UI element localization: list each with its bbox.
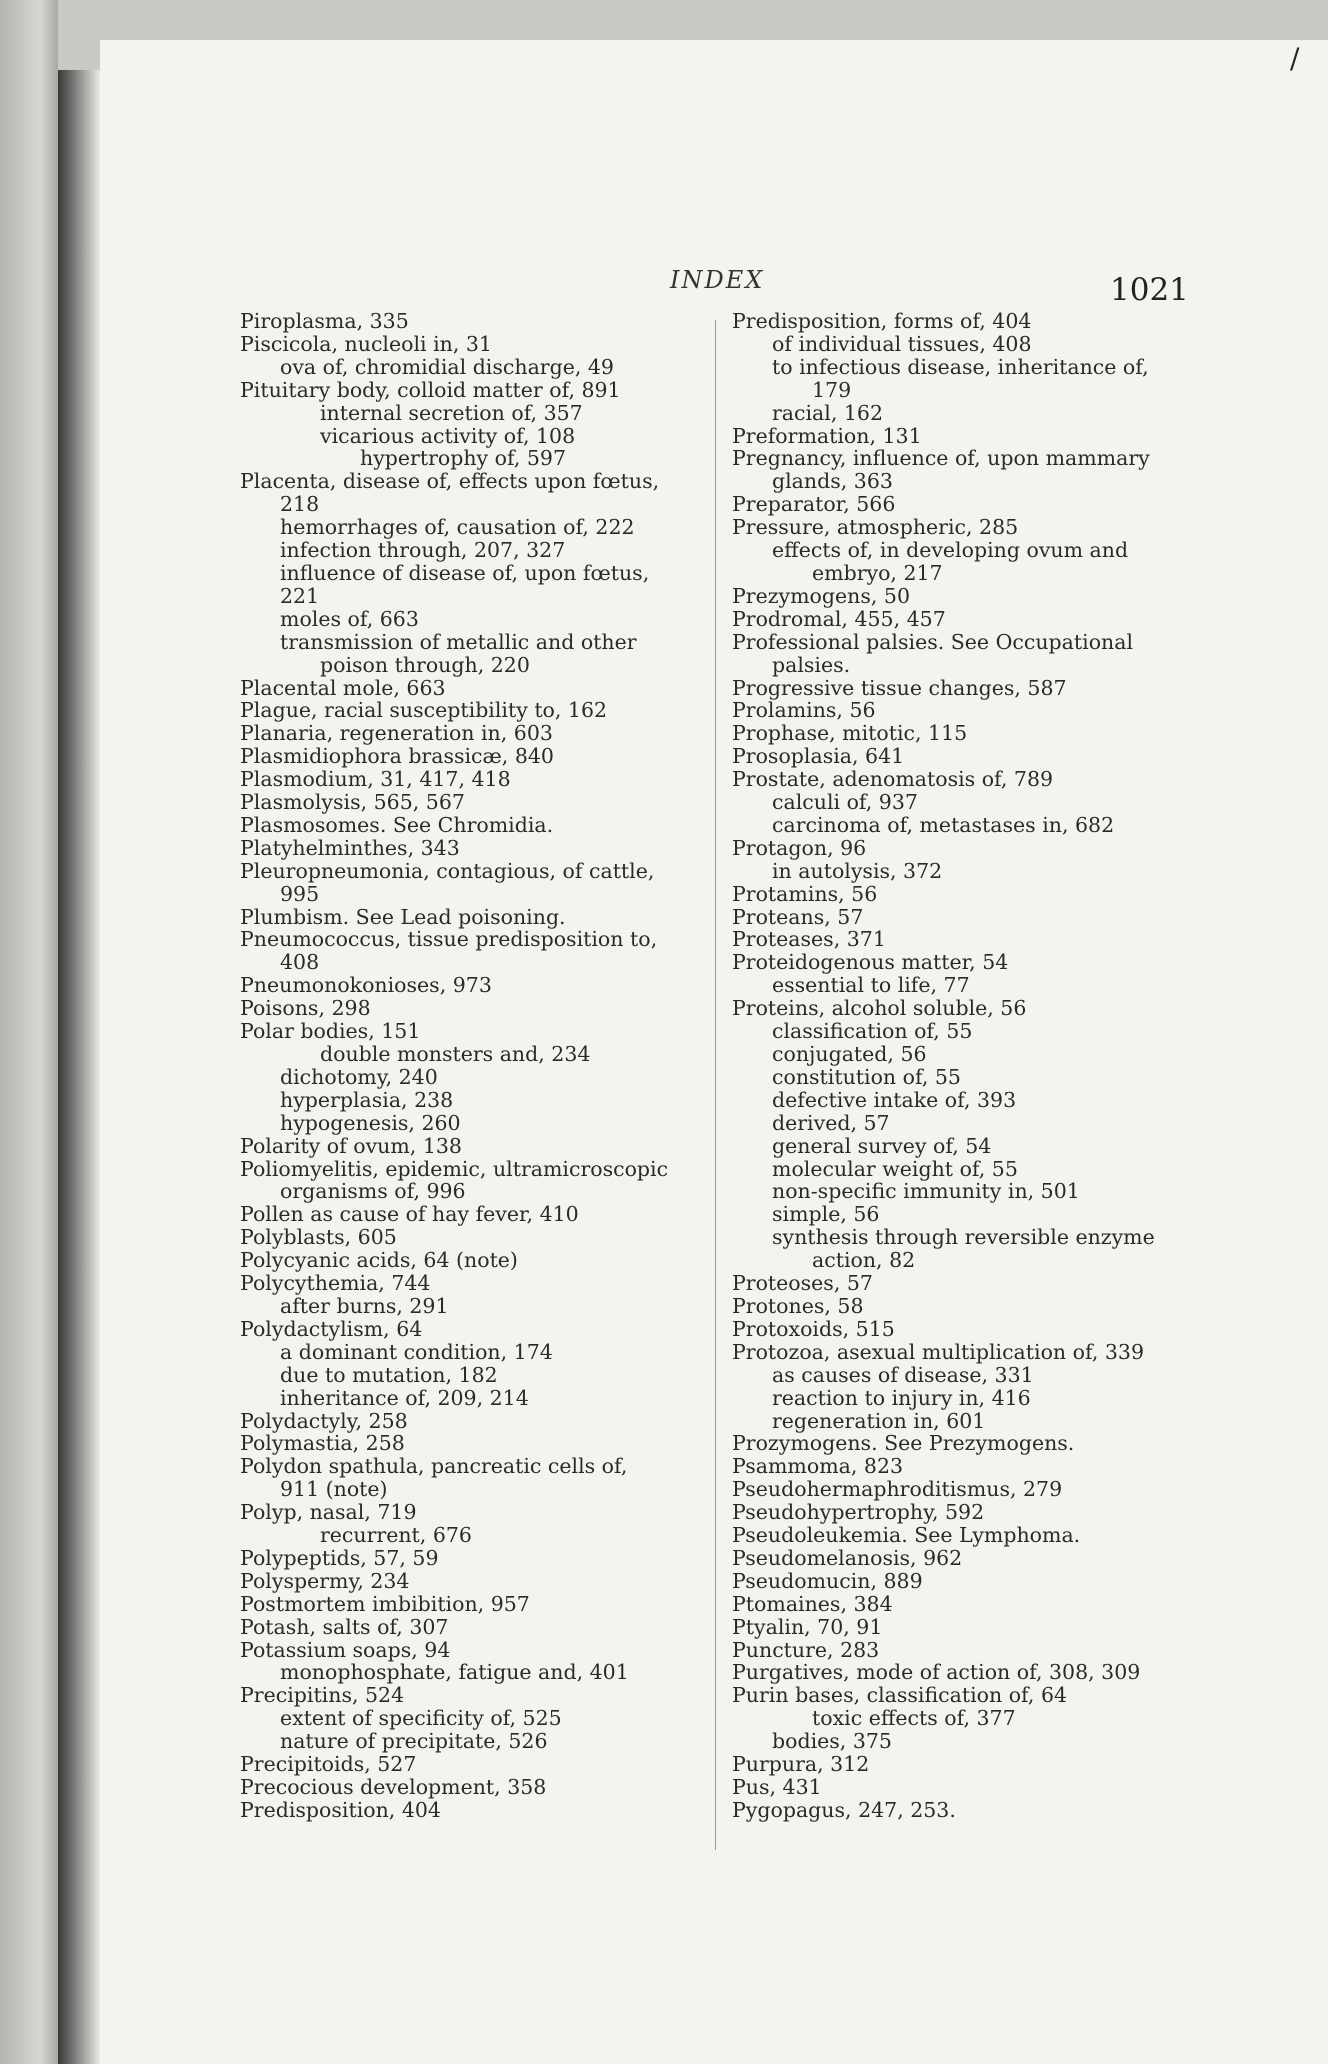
- index-entry: Purin bases, classification of, 64: [732, 1683, 1068, 1708]
- index-entry: regeneration in, 601: [772, 1408, 986, 1433]
- index-entry: Poisons, 298: [240, 996, 371, 1021]
- index-entry: Protones, 58: [732, 1293, 864, 1318]
- index-entry: embryo, 217: [812, 560, 943, 585]
- index-column-right: [732, 310, 1202, 1822]
- index-entry: Pressure, atmospheric, 285: [732, 515, 1019, 540]
- index-entry: 995: [280, 881, 320, 906]
- index-entry: Plague, racial susceptibility to, 162: [240, 698, 608, 723]
- index-entry: Predisposition, 404: [240, 1797, 441, 1822]
- index-entry: double monsters and, 234: [320, 1042, 591, 1066]
- index-entry: 179: [812, 377, 852, 402]
- index-entry: hypogenesis, 260: [280, 1110, 461, 1135]
- index-entry: ova of, chromidial discharge, 49: [280, 354, 614, 379]
- index-entry: Professional palsies. See Occupational: [732, 629, 1134, 654]
- index-entry: influence of disease of, upon fœtus,: [280, 560, 650, 585]
- column-divider: [715, 320, 716, 1850]
- index-entry: infection through, 207, 327: [280, 538, 566, 563]
- index-entry: Purgatives, mode of action of, 308, 309: [732, 1660, 1141, 1685]
- index-entry: Predisposition, forms of, 404: [732, 309, 1032, 333]
- index-entry: Polydon spathula, pancreatic cells of,: [240, 1454, 628, 1479]
- index-entry: Pneumonokonioses, 973: [240, 973, 492, 998]
- index-entry: hemorrhages of, causation of, 222: [280, 515, 635, 540]
- index-entry: to infectious disease, inheritance of,: [772, 354, 1149, 379]
- index-entry: Preformation, 131: [732, 423, 922, 448]
- index-entry: Pus, 431: [732, 1775, 822, 1799]
- index-entry: reaction to injury in, 416: [772, 1385, 1031, 1410]
- index-entry: Pseudoleukemia. See Lymphoma.: [732, 1523, 1081, 1548]
- index-entry: as causes of disease, 331: [772, 1362, 1034, 1387]
- index-entry: 911 (note): [280, 1477, 388, 1502]
- index-entry: Puncture, 283: [732, 1637, 880, 1662]
- index-entry: palsies.: [772, 652, 851, 677]
- index-entry: Polarity of ovum, 138: [240, 1133, 462, 1158]
- index-entry: Prezymogens, 50: [732, 583, 910, 608]
- index-entry: Protoxoids, 515: [732, 1316, 895, 1341]
- index-entry: Polyp, nasal, 719: [240, 1500, 417, 1525]
- index-entry: Prolamins, 56: [732, 698, 876, 723]
- index-entry: Plasmidiophora brassicæ, 840: [240, 744, 554, 769]
- index-entry: Precocious development, 358: [240, 1775, 547, 1799]
- index-entry: a dominant condition, 174: [280, 1339, 553, 1364]
- index-entry: Pseudohermaphroditismus, 279: [732, 1477, 1063, 1502]
- index-entry: Protozoa, asexual multiplication of, 339: [732, 1339, 1144, 1364]
- index-entry: Polycythemia, 744: [240, 1271, 431, 1296]
- index-entry: conjugated, 56: [772, 1042, 927, 1066]
- index-entry: Pygopagus, 247, 253.: [732, 1797, 956, 1822]
- index-entry: constitution of, 55: [772, 1064, 961, 1089]
- index-entry: effects of, in developing ovum and: [772, 538, 1129, 563]
- index-entry: Polycyanic acids, 64 (note): [240, 1248, 518, 1273]
- index-entry: Pseudomucin, 889: [732, 1568, 923, 1593]
- index-entry: transmission of metallic and other: [280, 629, 637, 654]
- index-entry: extent of specificity of, 525: [280, 1706, 562, 1731]
- running-header: INDEX: [670, 266, 765, 294]
- index-entry: Potash, salts of, 307: [240, 1614, 449, 1639]
- scan-left-edge: [0, 0, 58, 2064]
- index-entry: Purpura, 312: [732, 1752, 870, 1777]
- index-entry: essential to life, 77: [772, 973, 970, 998]
- index-entry: Pseudohypertrophy, 592: [732, 1500, 985, 1525]
- index-entry: Protagon, 96: [732, 835, 867, 860]
- index-entry: Piscicola, nucleoli in, 31: [240, 331, 492, 356]
- index-entry: Plumbism. See Lead poisoning.: [240, 904, 566, 929]
- index-entry: Polydactylism, 64: [240, 1316, 423, 1341]
- index-entry: derived, 57: [772, 1110, 890, 1135]
- index-entry: carcinoma of, metastases in, 682: [772, 812, 1115, 837]
- index-entry: Placenta, disease of, effects upon fœtus,: [240, 469, 660, 494]
- index-entry: moles of, 663: [280, 606, 419, 631]
- index-entry: calculi of, 937: [772, 790, 918, 815]
- index-entry: Potassium soaps, 94: [240, 1637, 451, 1662]
- index-entry: Polar bodies, 151: [240, 1019, 421, 1044]
- index-entry: Polyspermy, 234: [240, 1568, 410, 1593]
- index-entry: Pseudomelanosis, 962: [732, 1545, 963, 1570]
- index-entry: toxic effects of, 377: [812, 1706, 1016, 1731]
- index-entry: nature of precipitate, 526: [280, 1729, 548, 1754]
- index-entry: Pollen as cause of hay fever, 410: [240, 1202, 579, 1227]
- index-entry: Ptyalin, 70, 91: [732, 1614, 883, 1639]
- index-entry: Precipitoids, 527: [240, 1752, 417, 1777]
- index-entry: 218: [280, 492, 320, 517]
- index-entry: classification of, 55: [772, 1019, 973, 1044]
- index-entry: monophosphate, fatigue and, 401: [280, 1660, 629, 1685]
- index-entry: Pregnancy, influence of, upon mammary: [732, 446, 1150, 471]
- index-entry: inheritance of, 209, 214: [280, 1385, 529, 1410]
- index-entry: hyperplasia, 238: [280, 1087, 454, 1112]
- index-entry: Polypeptids, 57, 59: [240, 1545, 439, 1570]
- index-entry: glands, 363: [772, 469, 893, 494]
- index-entry: Pneumococcus, tissue predisposition to,: [240, 927, 658, 952]
- index-entry: in autolysis, 372: [772, 858, 943, 883]
- index-entry: organisms of, 996: [280, 1179, 466, 1204]
- index-entry: Plasmolysis, 565, 567: [240, 790, 465, 815]
- index-entry: Pituitary body, colloid matter of, 891: [240, 377, 621, 402]
- index-entry: Prodromal, 455, 457: [732, 606, 946, 631]
- index-entry: Proteases, 371: [732, 927, 886, 952]
- index-entry: internal secretion of, 357: [320, 400, 583, 425]
- index-entry: Poliomyelitis, epidemic, ultramicroscopic: [240, 1156, 669, 1181]
- index-entry: Proteidogenous matter, 54: [732, 950, 1009, 975]
- index-entry: simple, 56: [772, 1202, 880, 1227]
- index-entry: Polymastia, 258: [240, 1431, 405, 1456]
- index-entry: Prozymogens. See Prezymogens.: [732, 1431, 1075, 1456]
- index-entry: Ptomaines, 384: [732, 1591, 893, 1616]
- index-entry: Plasmodium, 31, 417, 418: [240, 767, 511, 792]
- index-entry: after burns, 291: [280, 1293, 449, 1318]
- page-number: 1021: [1110, 272, 1189, 308]
- index-entry: Proteans, 57: [732, 904, 864, 929]
- index-entry: Preparator, 566: [732, 492, 896, 517]
- index-entry: of individual tissues, 408: [772, 331, 1032, 356]
- pencil-mark: /: [1290, 42, 1300, 75]
- index-entry: Proteins, alcohol soluble, 56: [732, 996, 1027, 1021]
- index-entry: Plasmosomes. See Chromidia.: [240, 812, 554, 837]
- index-entry: vicarious activity of, 108: [320, 423, 576, 448]
- index-entry: action, 82: [812, 1248, 916, 1273]
- index-entry: 408: [280, 950, 320, 975]
- index-entry: hypertrophy of, 597: [360, 446, 567, 471]
- index-entry: dichotomy, 240: [280, 1064, 438, 1089]
- index-entry: Proteoses, 57: [732, 1271, 873, 1296]
- index-entry: Polyblasts, 605: [240, 1225, 397, 1250]
- index-entry: Platyhelminthes, 343: [240, 835, 460, 860]
- index-entry: Psammoma, 823: [732, 1454, 904, 1479]
- index-entry: Piroplasma, 335: [240, 309, 409, 333]
- index-entry: molecular weight of, 55: [772, 1156, 1018, 1181]
- index-entry: Pleuropneumonia, contagious, of cattle,: [240, 858, 655, 883]
- index-entry: Planaria, regeneration in, 603: [240, 721, 553, 746]
- index-entry: Polydactyly, 258: [240, 1408, 408, 1433]
- index-entry: synthesis through reversible enzyme: [772, 1225, 1155, 1250]
- index-entry: general survey of, 54: [772, 1133, 992, 1158]
- index-entry: Placental mole, 663: [240, 675, 446, 700]
- book-binding-shadow: [58, 70, 100, 2064]
- index-entry: non-specific immunity in, 501: [772, 1179, 1080, 1204]
- index-entry: Progressive tissue changes, 587: [732, 675, 1067, 700]
- index-entry: defective intake of, 393: [772, 1087, 1017, 1112]
- index-entry: 221: [280, 583, 320, 608]
- index-entry: bodies, 375: [772, 1729, 892, 1754]
- index-entry: recurrent, 676: [320, 1523, 472, 1548]
- index-entry: Prosoplasia, 641: [732, 744, 905, 769]
- index-entry: Prostate, adenomatosis of, 789: [732, 767, 1054, 792]
- index-entry: Precipitins, 524: [240, 1683, 405, 1708]
- index-entry: Prophase, mitotic, 115: [732, 721, 968, 746]
- index-entry: Protamins, 56: [732, 881, 878, 906]
- index-column-left: [240, 310, 710, 1822]
- index-entry: Postmortem imbibition, 957: [240, 1591, 530, 1616]
- index-entry: racial, 162: [772, 400, 883, 425]
- index-entry: due to mutation, 182: [280, 1362, 498, 1387]
- index-entry: poison through, 220: [320, 652, 530, 677]
